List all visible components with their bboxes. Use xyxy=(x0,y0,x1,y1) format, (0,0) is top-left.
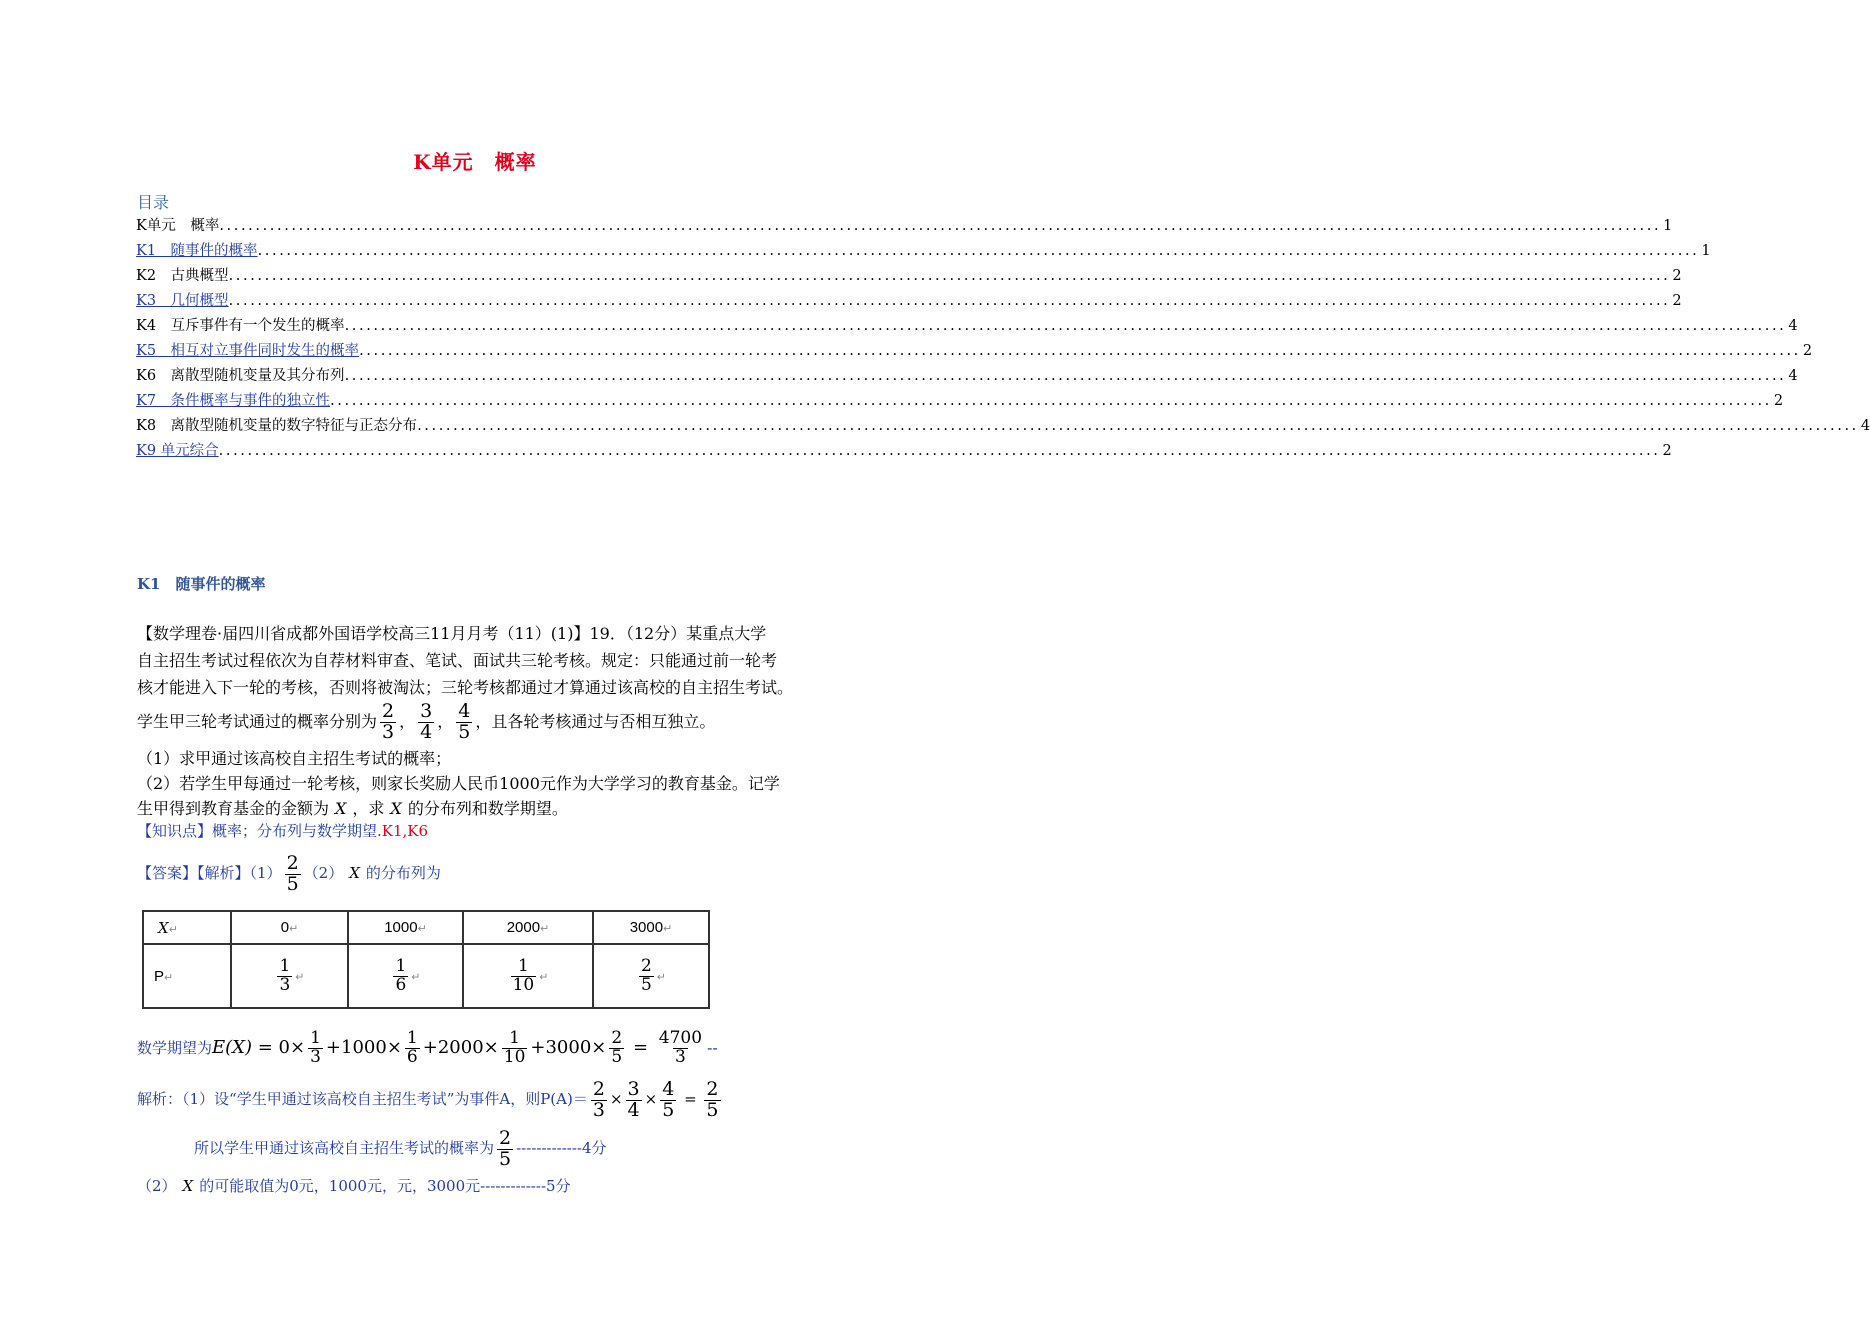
toc-item-label[interactable]: K9 单元综合 xyxy=(136,443,219,459)
toc-item-label[interactable]: K7 条件概率与事件的独立性 xyxy=(136,393,331,409)
problem-line: 核才能进入下一轮的考核，否则将被淘汰；三轮考核都通过才算通过该高校的自主招生考试。 xyxy=(137,678,794,697)
question-2-cont: 生甲得到教育基金的金额为 X ，求 X 的分布列和数学期望。 xyxy=(137,799,568,818)
toc-leader-dots: ........................................................................................................................................................................................................ xyxy=(417,418,1859,434)
problem-line: 自主招生考试过程依次为自荐材料审查、笔试、面试共三轮考核。规定：只能通过前一轮考 xyxy=(137,651,778,670)
table-cell: $\frac{1}{10}$ ↵ xyxy=(463,944,593,1008)
fraction: $\frac{2}{5}$ xyxy=(611,1028,623,1067)
toc-item-label: K6 离散型随机变量及其分布列 xyxy=(136,368,345,384)
fraction: $\frac{2}{3}$ xyxy=(592,1077,605,1121)
fraction: $\frac{1}{10}$ xyxy=(512,955,535,995)
problem-questions xyxy=(137,746,817,821)
toc-leader-dots: ........................................................................................................................................................................................................ xyxy=(228,293,1671,309)
table-cell: P↵ xyxy=(143,944,231,1008)
table-cell: $\frac{1}{3}$ ↵ xyxy=(231,944,348,1008)
toc-item[interactable] xyxy=(136,389,1784,414)
toc-item xyxy=(136,314,1798,339)
toc-item-label[interactable]: K5 相互对立事件同时发生的概率 xyxy=(136,343,360,359)
toc-item-page: 1 xyxy=(1663,218,1673,234)
toc-item-label[interactable]: K3 几何概型 xyxy=(136,293,229,309)
toc-item-label: K2 古典概型 xyxy=(136,268,229,284)
fraction: $\frac{4}{5}$ xyxy=(458,700,471,743)
toc-item-label[interactable]: K1 随事件的概率 xyxy=(136,243,258,259)
fraction: $\frac{2}{5}$ xyxy=(706,1077,719,1121)
toc-item xyxy=(136,364,1798,389)
toc-item-label: K4 互斥事件有一个发生的概率 xyxy=(136,318,345,334)
toc-leader-dots: ........................................................................................................................................................................................................ xyxy=(330,393,1772,409)
toc-item[interactable] xyxy=(136,289,1682,314)
fraction: $\frac{4700}{3}$ xyxy=(658,1028,703,1067)
toc-item-page: 4 xyxy=(1788,368,1798,384)
table-cell: X↵ xyxy=(143,911,231,944)
toc-item-page: 4 xyxy=(1860,418,1870,434)
problem-text xyxy=(137,620,817,701)
fraction: $\frac{1}{10}$ xyxy=(503,1028,526,1067)
toc-item[interactable] xyxy=(136,339,1813,364)
toc-item-page: 2 xyxy=(1672,268,1682,284)
toc-leader-dots: ........................................................................................................................................................................................................ xyxy=(218,443,1661,459)
toc-item[interactable] xyxy=(136,439,1672,464)
fraction: $\frac{1}{6}$ xyxy=(395,955,407,995)
table-row xyxy=(143,911,709,944)
toc-item-label: K单元 概率 xyxy=(136,218,220,234)
question-1: （1）求甲通过该高校自主招生考试的概率； xyxy=(137,749,452,768)
toc-item-page: 2 xyxy=(1802,343,1813,359)
solution-line-3: （2） X 的可能取值为0元，1000元，元，3000元-------------5分 xyxy=(137,1177,571,1195)
page-title: K单元 概率 xyxy=(413,150,537,174)
fraction: $\frac{3}{4}$ xyxy=(627,1077,640,1121)
toc-item-page: 1 xyxy=(1701,243,1711,259)
problem-line: 【数学理卷·届四川省成都外国语学校高三11月月考（11）(1)】19．（12分）某重点大学 xyxy=(137,624,767,643)
fraction: $\frac{2}{5}$ xyxy=(640,955,652,995)
fraction: $\frac{2}{3}$ xyxy=(382,700,395,743)
table-cell: 3000↵ xyxy=(593,911,709,944)
toc-leader-dots: ........................................................................................................................................................................................................ xyxy=(257,243,1700,259)
toc-item xyxy=(136,214,1673,239)
toc-item-page: 2 xyxy=(1662,443,1672,459)
table-cell: 2000↵ xyxy=(463,911,593,944)
answer-line: 【答案】【解析】（1） $\frac{2}{5}$ （2） X 的分布列为 xyxy=(137,851,441,895)
table-cell: 0↵ xyxy=(231,911,348,944)
toc-item xyxy=(136,264,1682,289)
table-row xyxy=(143,944,709,1008)
table-cell: $\frac{2}{5}$ ↵ xyxy=(593,944,709,1008)
toc-item-label: K8 离散型随机变量的数字特征与正态分布 xyxy=(136,418,418,434)
solution-line-2: 所以学生甲通过该高校自主招生考试的概率为 $\frac{2}{5}$ -------------4分 xyxy=(194,1126,607,1170)
table-cell: 1000↵ xyxy=(348,911,463,944)
toc-item-page: 2 xyxy=(1672,293,1682,309)
problem-line: 学生甲三轮考试通过的概率分别为 xyxy=(137,712,378,731)
toc-item-page: 2 xyxy=(1773,393,1784,409)
toc-item[interactable] xyxy=(136,239,1711,264)
knowledge-point: 【知识点】概率；分布列与数学期望.K1,K6 xyxy=(137,822,429,840)
toc-item-page: 4 xyxy=(1788,318,1798,334)
fraction: $\frac{4}{5}$ xyxy=(662,1077,675,1121)
question-2: （2）若学生甲每通过一轮考核，则家长奖励人民币1000元作为大学学习的教育基金。记学 xyxy=(137,774,780,793)
expectation-line: 数学期望为E(X) = 0× $\frac{1}{3}$ +1000× $\frac{1}{6}$ +2000× $\frac{1}{10}$ +3000× $\frac{2}{5}$ = $\frac{4700}{3}$ -- xyxy=(137,1028,718,1067)
toc-leader-dots: ........................................................................................................................................................................................................ xyxy=(344,368,1787,384)
distribution-table xyxy=(142,910,710,1009)
toc-leader-dots: ........................................................................................................................................................................................................ xyxy=(359,343,1801,359)
toc-heading: 目录 xyxy=(137,193,170,212)
fraction: $\frac{3}{4}$ xyxy=(420,700,433,743)
toc-item xyxy=(136,414,1870,439)
fraction: $\frac{2}{5}$ xyxy=(499,1126,512,1170)
fraction: $\frac{1}{3}$ xyxy=(310,1028,321,1067)
table-cell: $\frac{1}{6}$ ↵ xyxy=(348,944,463,1008)
toc-leader-dots: ........................................................................................................................................................................................................ xyxy=(344,318,1787,334)
fraction: $\frac{1}{6}$ xyxy=(406,1028,418,1067)
solution-line-1: 解析：（1）设“学生甲通过该高校自主招生考试”为事件A，则P(A)＝ $\frac{2}{3}$ × $\frac{3}{4}$ × $\frac{4}{5}$ = $\frac{2}{5}$ xyxy=(137,1077,719,1121)
fraction: $\frac{1}{3}$ xyxy=(279,955,291,995)
toc-leader-dots: ........................................................................................................................................................................................................ xyxy=(228,268,1671,284)
problem-probabilities: 学生甲三轮考试通过的概率分别为 $\frac{2}{3}$ ， $\frac{3}{4}$ ， $\frac{4}{5}$ ，且各轮考核通过与否相互独立。 xyxy=(137,700,716,743)
fraction: $\frac{2}{5}$ xyxy=(286,851,299,895)
toc-leader-dots: ........................................................................................................................................................................................................ xyxy=(219,218,1662,234)
table-of-contents xyxy=(136,214,1870,464)
section-heading: K1 随事件的概率 xyxy=(137,575,266,593)
